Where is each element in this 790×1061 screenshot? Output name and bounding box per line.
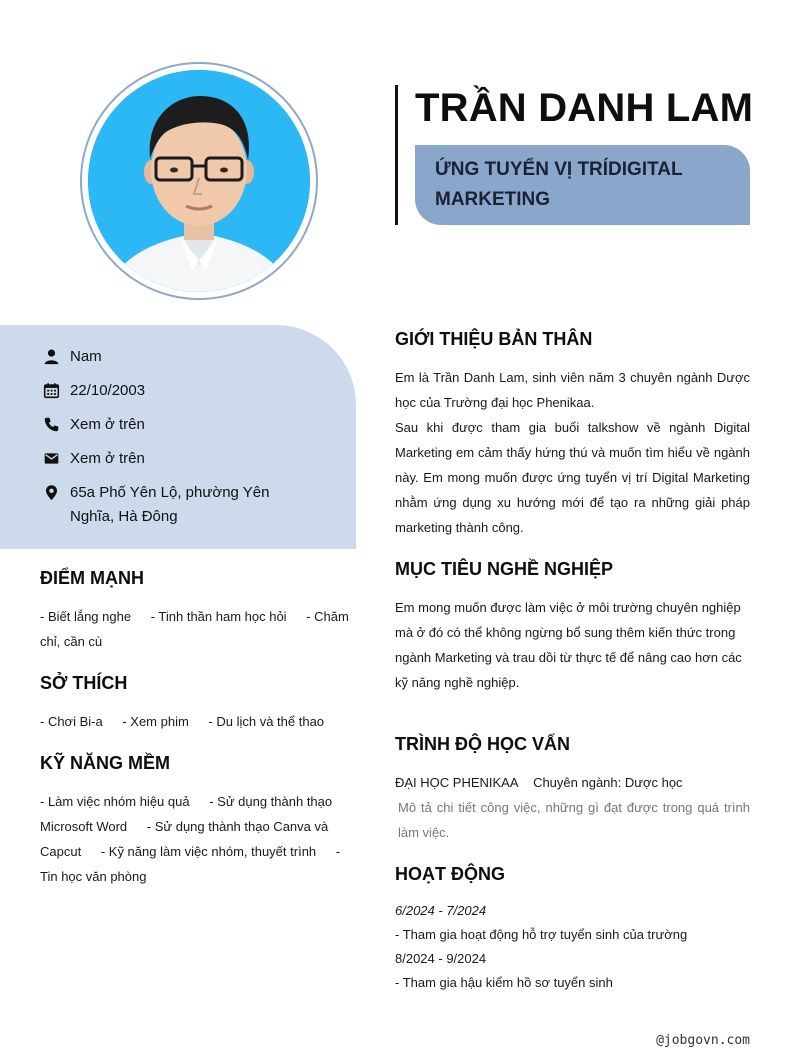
footer-brand: @jobgovn.com xyxy=(656,1033,750,1048)
hobbies-list xyxy=(40,709,356,734)
gender-text: Nam xyxy=(70,348,102,365)
activities-title: HOẠT ĐỘNG xyxy=(395,864,505,884)
strength-item: - Chăm chỉ, cần cù xyxy=(40,609,349,649)
profile-photo xyxy=(88,70,310,292)
position-badge: ỨNG TUYỂN VỊ TRÍDIGITAL MARKETING xyxy=(415,145,750,225)
activity-text: - Tham gia hoạt động hỗ trợ tuyển sinh của trường xyxy=(395,927,688,942)
soft-skills-list xyxy=(40,789,356,889)
phone-text: Xem ở trên xyxy=(70,416,145,433)
education-title: TRÌNH ĐỘ HỌC VẤN xyxy=(395,734,570,754)
candidate-name: TRẦN DANH LAM xyxy=(415,86,754,130)
skill-item: - Làm việc nhóm hiệu quả xyxy=(40,794,190,809)
contact-email xyxy=(40,447,300,471)
about-title: GIỚI THIỆU BẢN THÂN xyxy=(395,329,593,349)
strengths-title: ĐIỂM MẠNH xyxy=(40,568,144,588)
mail-icon xyxy=(40,447,62,469)
education-major: Chuyên ngành: Dược học xyxy=(533,775,683,790)
about-paragraph-2: Sau khi được tham gia buổi talkshow về ngành Digital Marketing em cảm thấy hứng thú và muốn tìm hiểu về ngành này. Em mong muốn được ứng tuyển vị trí Digital Marketing nhằm ứng dụng xu hướng mới để tạo ra những giải pháp marketing thành công. xyxy=(395,420,750,535)
skill-item: - Sử dụng thành thạo Microsoft Word xyxy=(40,794,333,834)
calendar-icon xyxy=(40,379,62,401)
hobbies-title: SỞ THÍCH xyxy=(40,673,128,693)
skill-item: - Tin học văn phòng xyxy=(40,844,341,884)
avatar xyxy=(88,70,310,292)
contact-gender xyxy=(40,345,300,369)
email-text: Xem ở trên xyxy=(70,450,145,467)
header-divider xyxy=(395,85,398,225)
contact-address xyxy=(40,481,300,529)
education-description: Mô tả chi tiết công việc, những gì đạt được trong quá trình làm việc. xyxy=(398,800,750,840)
contact-phone xyxy=(40,413,300,437)
person-icon xyxy=(40,345,62,367)
location-pin-icon xyxy=(40,481,62,503)
career-goal-text: Em mong muốn được làm việc ở môi trường chuyên nghiệp mà ở đó có thể không ngừng bổ sung thêm kiến thức trong ngành Marketing và trau dồi từ thực tế để nâng cao hơn các kỹ năng nghề nghiệp. xyxy=(395,600,742,690)
birthday-text: 22/10/2003 xyxy=(70,382,146,399)
skill-item: - Kỹ năng làm việc nhóm, thuyết trình xyxy=(100,844,317,859)
activity-period: 6/2024 - 7/2024 xyxy=(395,903,487,918)
about-paragraph-1: Em là Trần Danh Lam, sinh viên năm 3 chuyên ngành Dược học của Trường đại học Phenikaa. xyxy=(395,370,750,410)
strengths-list xyxy=(40,604,356,654)
contact-birthday xyxy=(40,379,300,403)
activity-period: 8/2024 - 9/2024 xyxy=(395,951,487,966)
activities-list xyxy=(395,899,750,995)
hobby-item: - Xem phim xyxy=(122,714,189,729)
hobby-item: - Chơi Bi-a xyxy=(40,714,103,729)
activity-text: - Tham gia hậu kiểm hồ sơ tuyển sinh xyxy=(395,975,613,990)
about-text xyxy=(395,365,750,540)
skill-item: - Sử dụng thành thạo Canva và Capcut xyxy=(40,819,329,859)
hobby-item: - Du lịch và thể thao xyxy=(208,714,325,729)
address-text: 65a Phố Yên Lộ, phường Yên Nghĩa, Hà Đông xyxy=(70,484,270,525)
education-line xyxy=(395,770,750,795)
career-goal-title: MỤC TIÊU NGHỀ NGHIỆP xyxy=(395,559,614,579)
soft-skills-title: KỸ NĂNG MỀM xyxy=(40,753,170,773)
phone-icon xyxy=(40,413,62,435)
strength-item: - Tinh thần ham học hỏi xyxy=(150,609,287,624)
strength-item: - Biết lắng nghe xyxy=(40,609,132,624)
school-name: ĐẠI HỌC PHENIKAA xyxy=(395,775,518,790)
